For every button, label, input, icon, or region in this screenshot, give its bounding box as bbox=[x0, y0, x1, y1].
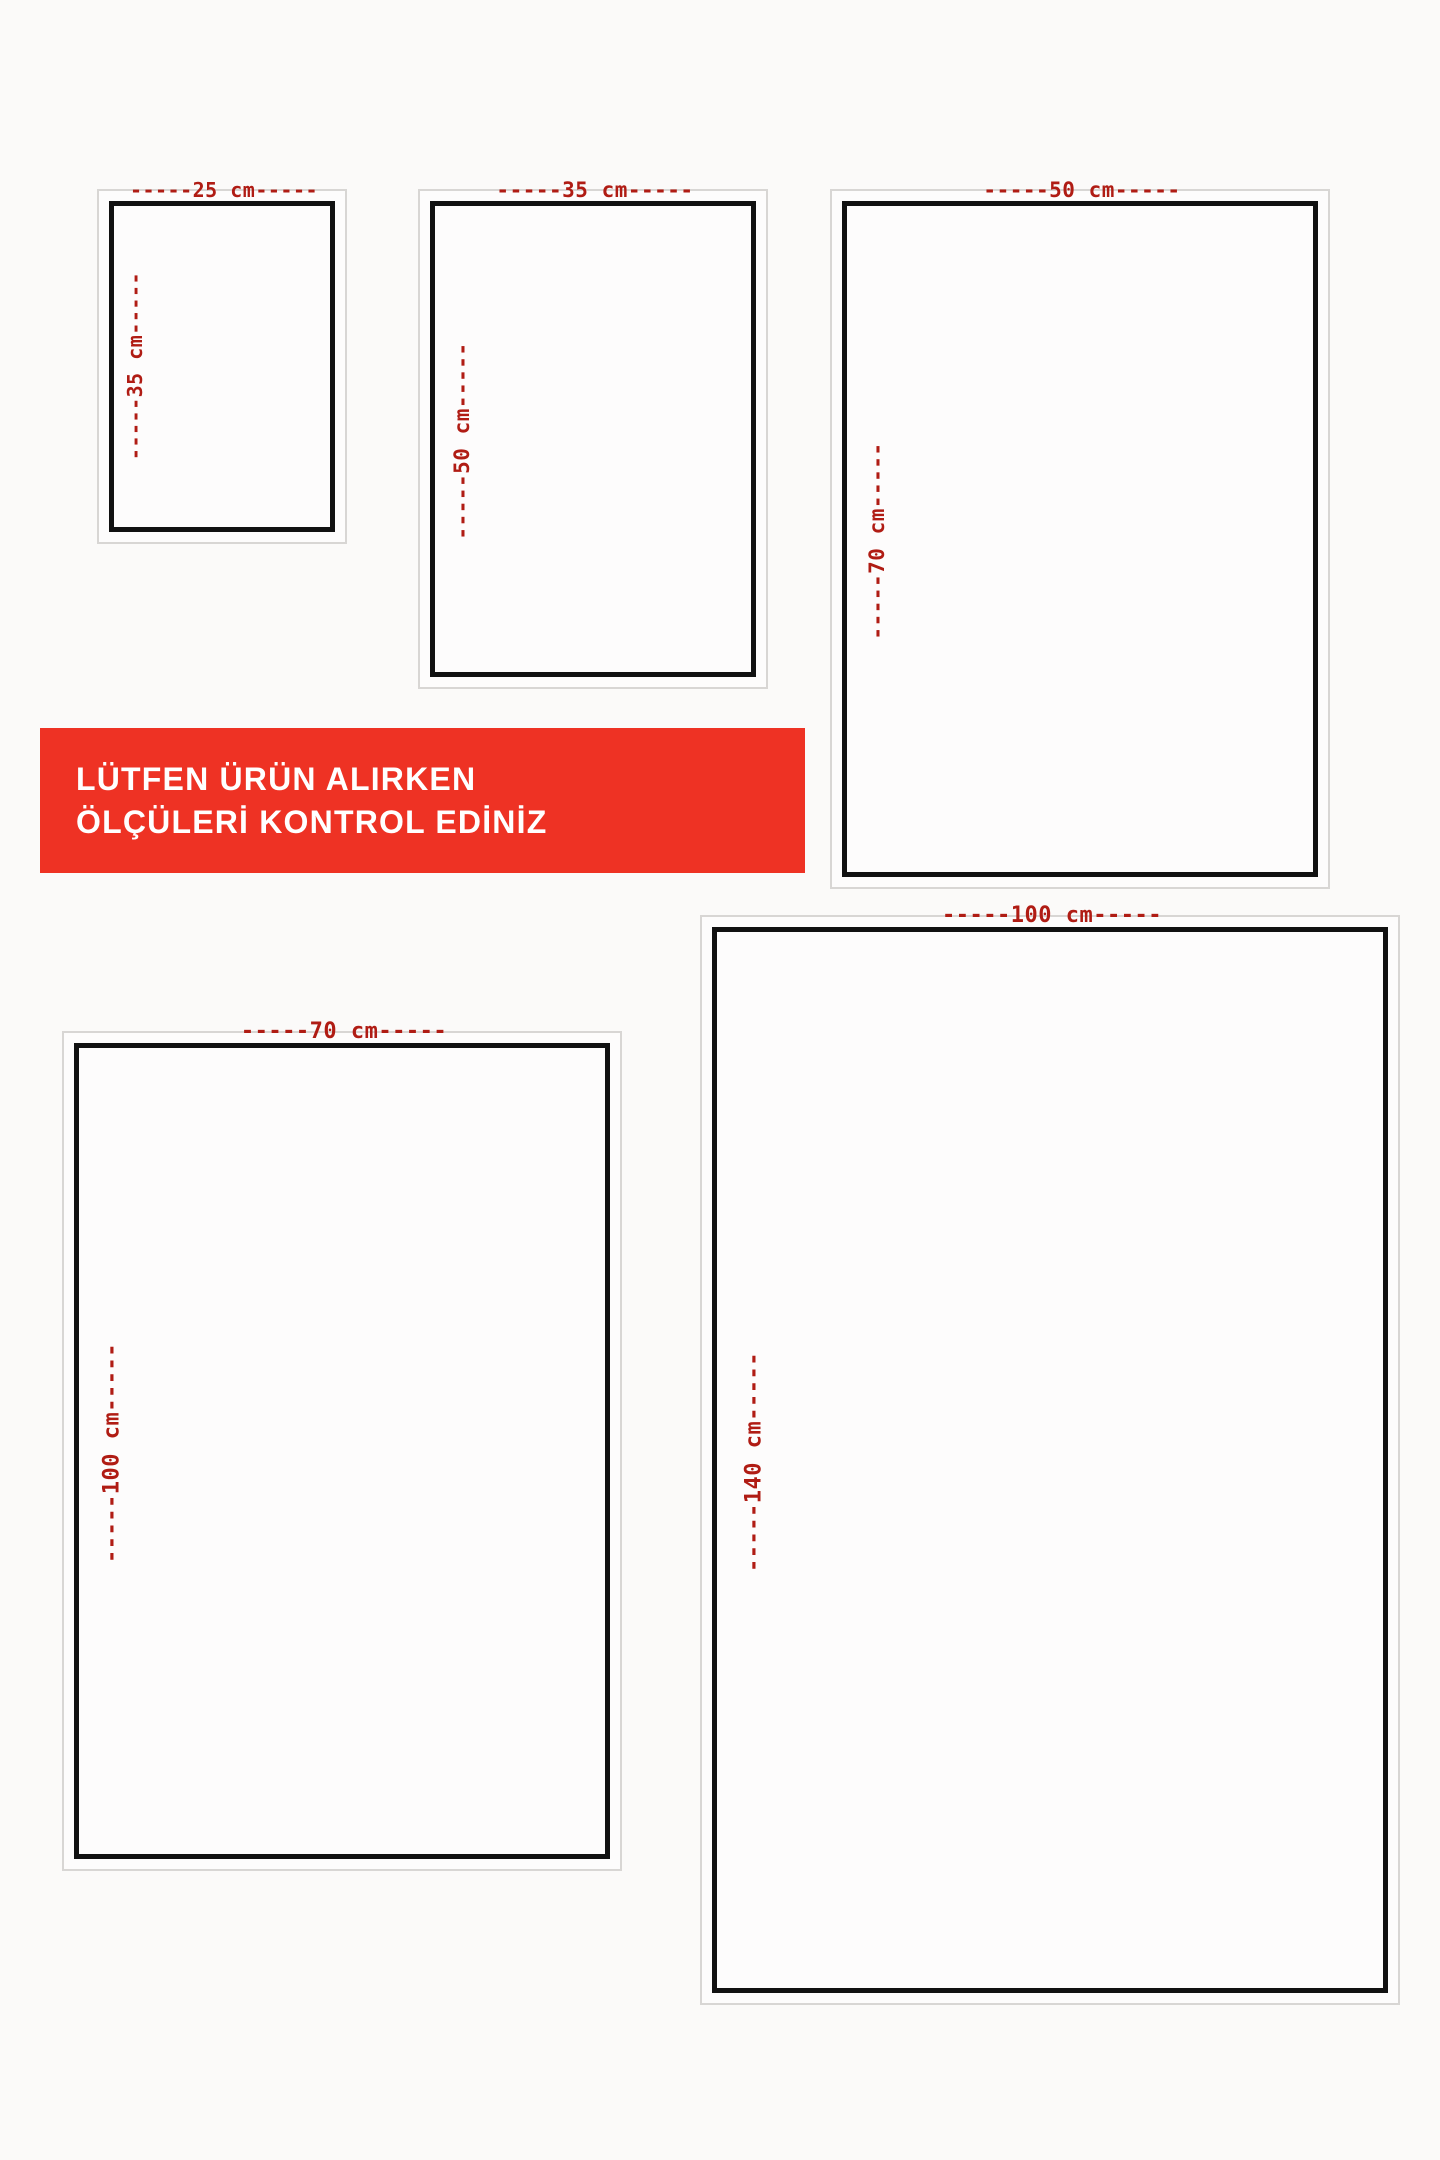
size-card-25x35 bbox=[97, 178, 347, 544]
measurement-warning-banner bbox=[40, 728, 805, 873]
height-label-70cm: -----70 cm----- bbox=[865, 442, 889, 640]
size-card-100x140 bbox=[700, 903, 1400, 2005]
height-label-140cm: -----140 cm----- bbox=[741, 1352, 767, 1572]
size-card-50x70 bbox=[830, 178, 1330, 889]
width-label-100cm: -----100 cm----- bbox=[942, 903, 1162, 928]
warning-line-1: LÜTFEN ÜRÜN ALIRKEN bbox=[76, 761, 477, 798]
width-label-50cm: -----50 cm----- bbox=[983, 178, 1181, 202]
height-label-100cm: -----100 cm----- bbox=[99, 1343, 125, 1563]
size-card-inner-frame bbox=[74, 1043, 610, 1859]
size-card-inner-frame bbox=[842, 201, 1318, 877]
warning-line-2: ÖLÇÜLERİ KONTROL EDİNİZ bbox=[76, 803, 548, 840]
height-label-50cm: -----50 cm----- bbox=[450, 342, 474, 540]
width-label-35cm: -----35 cm----- bbox=[496, 178, 694, 202]
size-card-70x100 bbox=[62, 1019, 622, 1871]
size-card-inner-frame bbox=[712, 927, 1388, 1993]
height-label-35cm: -----35 cm----- bbox=[123, 271, 147, 461]
width-label-70cm: -----70 cm----- bbox=[240, 1019, 448, 1044]
size-card-35x50 bbox=[418, 178, 768, 689]
size-card-inner-frame bbox=[430, 201, 756, 677]
width-label-25cm: -----25 cm----- bbox=[129, 178, 319, 202]
